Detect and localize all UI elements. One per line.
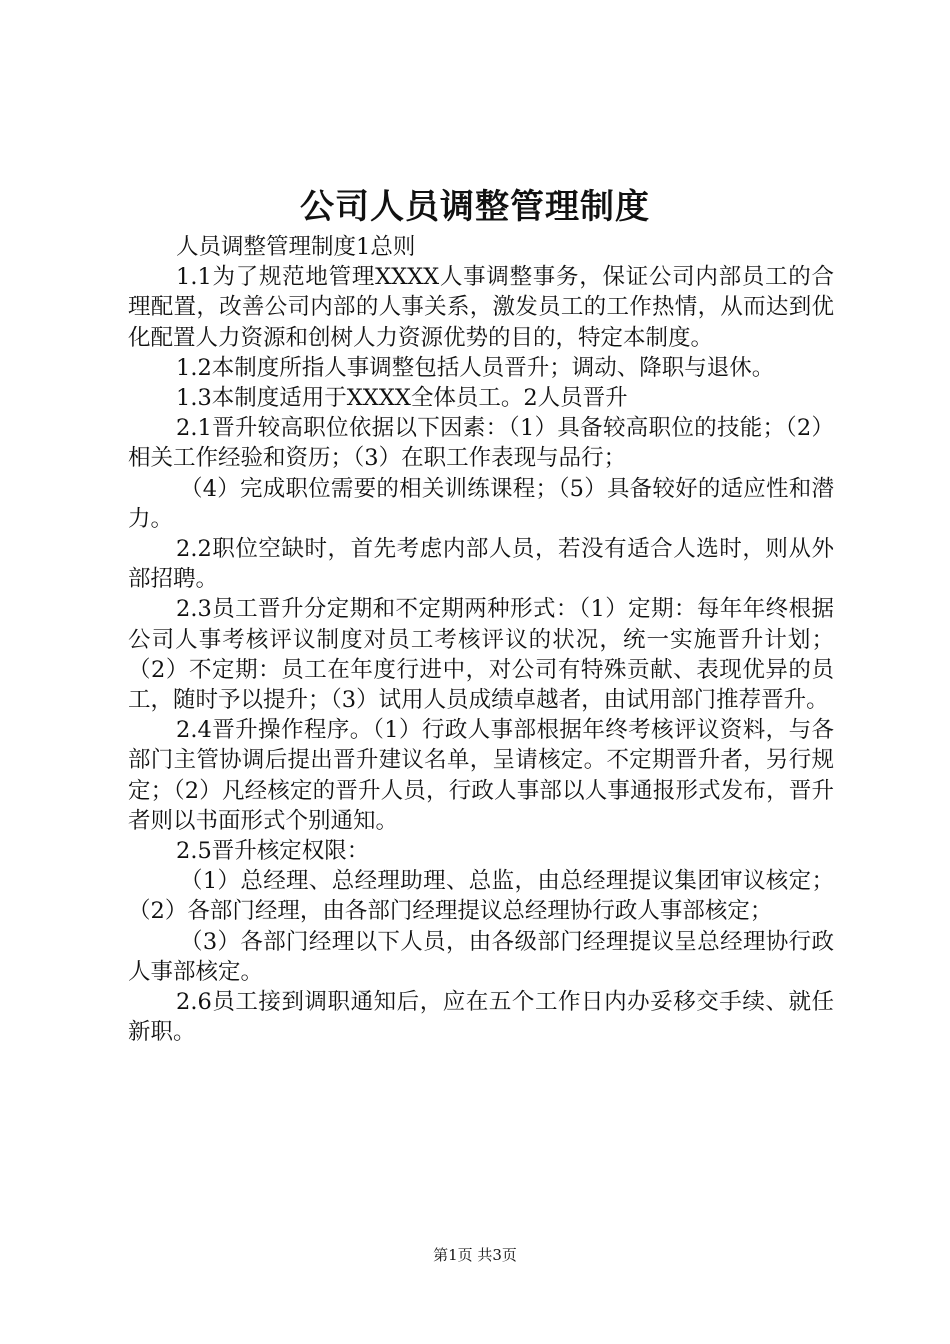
document-body bbox=[128, 232, 834, 1047]
paragraph-1-1: 1.1为了规范地管理XXXX人事调整事务，保证公司内部员工的合理配置，改善公司内部的人事关系，激发员工的工作热情，从而达到优化配置人力资源和创树人力资源优势的目的，特定本制度。 bbox=[128, 264, 834, 351]
paragraph-1-3: 1.3本制度适用于XXXX全体员工。2人员晋升 bbox=[176, 385, 628, 412]
paragraph-2-3: 2.3员工晋升分定期和不定期两种形式：（1）定期：每年年终根据公司人事考核评议制度对员工考核评议的状况，统一实施晋升计划；（2）不定期：员工在年度行进中，对公司有特殊贡献、表现优异的员工，随时予以提升；（3）试用人员成绩卓越者，由试用部门推荐晋升。 bbox=[128, 596, 834, 714]
paragraph-2-6: 2.6员工接到调职通知后，应在五个工作日内办妥移交手续、就任新职。 bbox=[128, 989, 834, 1046]
paragraph-2-1: 2.1晋升较高职位依据以下因素：（1）具备较高职位的技能；（2）相关工作经验和资历；（3）在职工作表现与品行； bbox=[128, 415, 834, 472]
paragraph-heading-general: 人员调整管理制度1总则 bbox=[176, 234, 416, 260]
page-title: 公司人员调整管理制度 bbox=[300, 187, 650, 227]
paragraph-2-5-item-3: （3）各部门经理以下人员，由各级部门经理提议呈总经理协行政人事部核定。 bbox=[128, 928, 834, 985]
paragraph-2-5: 2.5晋升核定权限： bbox=[176, 838, 370, 865]
paragraph-2-1-continued: （4）完成职位需要的相关训练课程；（5）具备较好的适应性和潜力。 bbox=[128, 475, 834, 532]
paragraph-1-2: 1.2本制度所指人事调整包括人员晋升；调动、降职与退休。 bbox=[176, 354, 775, 381]
paragraph-2-5-items-1-2: （1）总经理、总经理助理、总监，由总经理提议集团审议核定；（2）各部门经理，由各部门经理提议总经理协行政人事部核定； bbox=[128, 868, 834, 925]
paragraph-2-2: 2.2职位空缺时，首先考虑内部人员，若没有适合人选时，则从外部招聘。 bbox=[128, 536, 834, 593]
paragraph-2-4: 2.4晋升操作程序。（1）行政人事部根据年终考核评议资料，与各部门主管协调后提出晋升建议名单，呈请核定。不定期晋升者，另行规定；（2）凡经核定的晋升人员，行政人事部以人事通报形式发布，晋升者则以书面形式个别通知。 bbox=[128, 717, 834, 834]
page-number-footer: 第1页 共3页 bbox=[433, 1246, 517, 1264]
